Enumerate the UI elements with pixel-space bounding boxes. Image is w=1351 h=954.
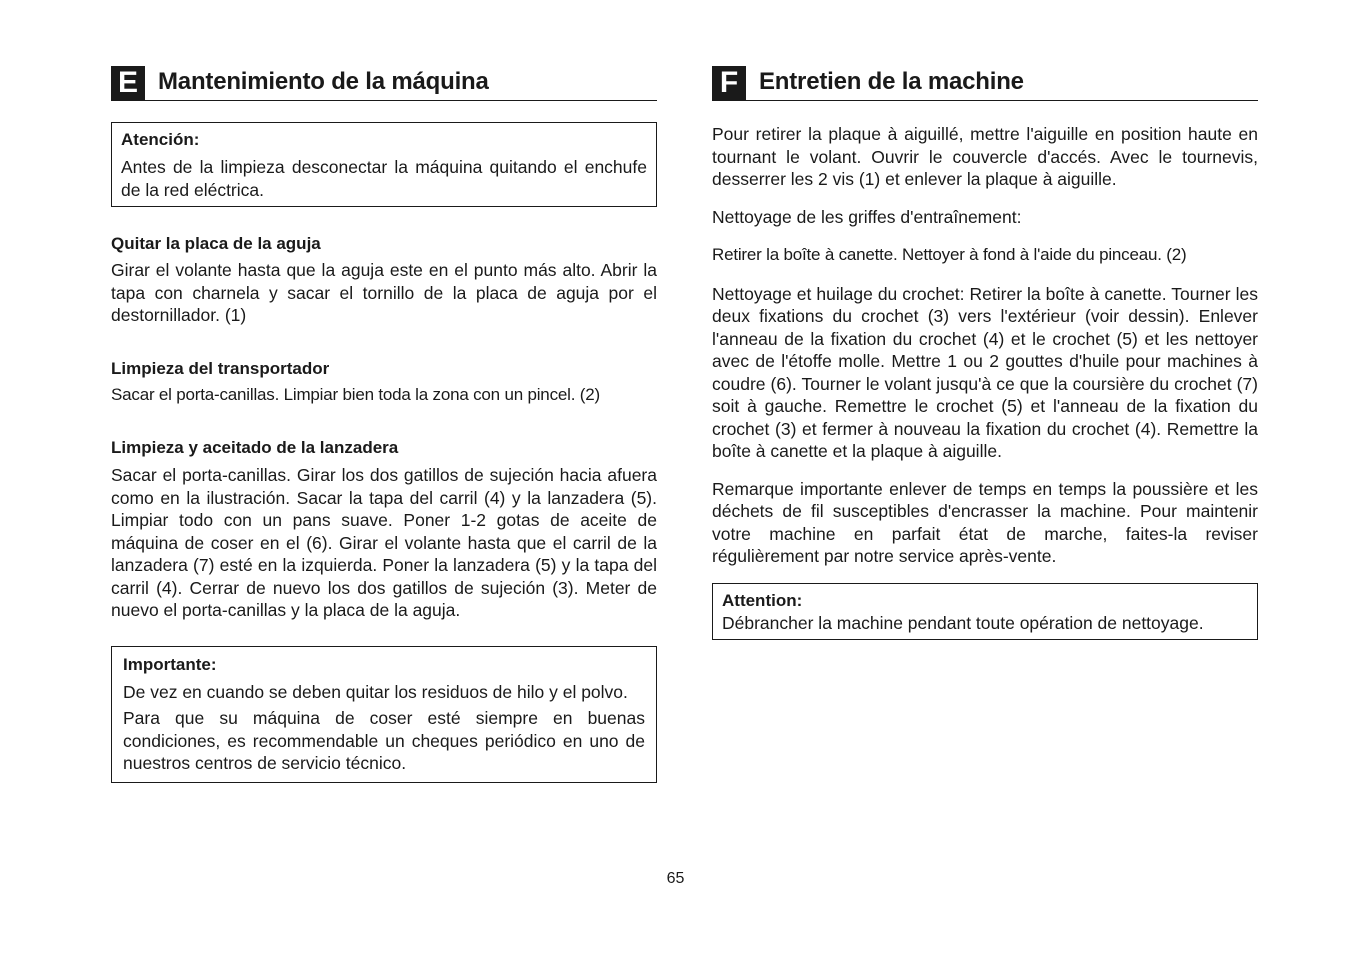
french-heading — [712, 64, 1258, 101]
section-heading: Limpieza y aceitado de la lanzadera — [111, 438, 399, 457]
paragraph: Nettoyage et huilage du crochet: Retirer la boîte à canette. Tourner les deux fixations du crochet (3) vers l'extérieur (voir dessin). Enlever l'anneau de la fixation du crochet (4) et le crochet (5) et les nettoyer avec de l'étoffe molle. Mettre 1 ou 2 gouttes d'huile pour machines à coudre (6). Tourner le volant jusqu'à ce que la coursière du crochet (7) soit à gauche. Remettre le crochet (5) et l'anneau de la fixation du crochet (3) et fermer à nouveau la fixation du crochet (4). Remettre la boîte à canette et la plaque à aiguille. — [712, 283, 1258, 461]
atencion-title: Atención: — [121, 130, 200, 149]
spanish-title: Mantenimiento de la máquina — [158, 68, 489, 95]
language-letter-e: E — [111, 66, 145, 100]
importante-text-2: Para que su máquina de coser esté siempre en buenas condiciones, es recommendable un cheques periódico en uno de nuestros centros de servicio técnico. — [123, 708, 645, 773]
paragraph: Nettoyage de les griffes d'entraînement: — [712, 206, 1022, 227]
paragraph: Retirer la boîte à canette. Nettoyer à fond à l'aide du pinceau. (2) — [712, 245, 1187, 264]
paragraph: Pour retirer la plaque à aiguillé, mettre l'aiguille en position haute en tournant le volant. Ouvrir le couvercle d'accés. Avec le tournevis, desserrer les 2 vis (1) et enlever la plaque à aiguille. — [712, 124, 1258, 189]
importante-title: Importante: — [123, 654, 217, 674]
section-heading: Quitar la placa de la aguja — [111, 234, 321, 253]
atencion-box — [111, 122, 657, 207]
language-letter-f: F — [712, 66, 746, 100]
spanish-column — [111, 64, 657, 783]
attention-box — [712, 583, 1258, 641]
section-heading: Limpieza del transportador — [111, 358, 330, 378]
section-text: Sacar el porta-canillas. Girar los dos gatillos de sujeción hacia afuera como en la ilustración. Sacar la tapa del carril (4) y la lanzadera (5). Limpiar todo con un pans suave. Poner 1-2 gotas de aceite de máquina de coser en el (6). Girar el volante hasta que el carril de la lanzadera (7) esté en la izquierda. Poner la lanzadera (5) y la tapa del carril (4). Cerrar de nuevo los dos gatillos de sujeción (3). Meter de nuevo el porta-canillas y la placa de la aguja. — [111, 465, 657, 620]
section-text: Sacar el porta-canillas. Limpiar bien toda la zona con un pincel. (2) — [111, 384, 600, 404]
page-number: 65 — [666, 870, 685, 887]
importante-text-1: De vez en cuando se deben quitar los residuos de hilo y el polvo. — [123, 681, 628, 702]
attention-text: Débrancher la machine pendant toute opération de nettoyage. — [722, 612, 1204, 633]
atencion-text: Antes de la limpieza desconectar la máquina quitando el enchufe de la red eléctrica. — [121, 157, 647, 200]
french-title: Entretien de la machine — [759, 68, 1024, 95]
importante-box — [111, 646, 657, 783]
french-column — [712, 64, 1258, 640]
attention-title: Attention: — [722, 590, 803, 610]
spanish-heading — [111, 64, 657, 101]
section-text: Girar el volante hasta que la aguja este en el punto más alto. Abrir la tapa con charnela y sacar el tornillo de la placa de aguja por el destornillador. (1) — [111, 260, 657, 325]
paragraph: Remarque importante enlever de temps en temps la poussière et les déchets de fil susceptibles d'encrasser la machine. Pour maintenir votre machine en parfait état de marche, faites-la reviser régulièrement par notre service après-vente. — [712, 478, 1258, 566]
